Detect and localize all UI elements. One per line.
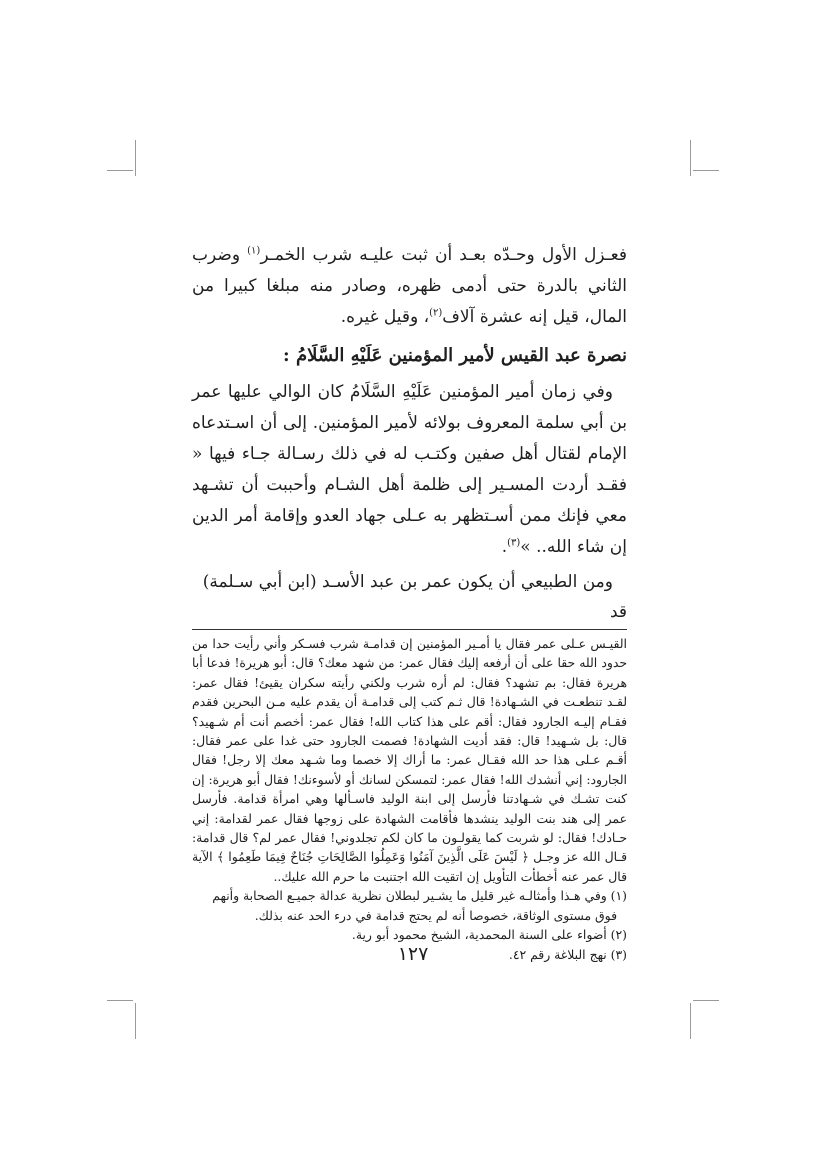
section-heading: نصرة عبد القيس لأمير المؤمنين عَلَيْهِ السَّلَامُ :	[283, 345, 627, 366]
crop-mark-top-right-h	[693, 170, 719, 171]
footnote-separator	[192, 629, 627, 630]
footnote-2: (٢) أضواء على السنة المحمدية، الشيخ محمود أبو رية.	[351, 927, 627, 943]
footnote-continuation: القيـس عـلى عمر فقال يا أمـير المؤمنين إن قدامـة شرب فسـكر وأني رأيت حدا من حدود الله حقا على أن أرفعه إليك فقال عمر: من شهد معك؟ قال: أبو هريرة! فدعا أبا هريرة فقال: بم تشهد؟ فقال: لم أره شرب ولكني رأيته سكران يقيئ! فقال عمر: لقـد تنطعـت في الشـهادة! قال ثـم كتب إلى قدامـة أن يقدم عليه مـن البحرين فقدم فقـام إليـه الجارود فقال: أقم على هذا كتاب الله! فقال عمر: أخصم أنت أم شـهيد؟ قال: بل شـهيد! قال: فقد أديت الشهادة! فصمت الجارود حتى غدا على عمر فقال: أقـم عـلى هذا حد الله فقـال عمر: ما أراك إلا خصما وما شـهد معك إلا رجل! فقال الجارود: إني أنشدك الله! فقال عمر: لتمسكن لسانك أو لأسوءنك! فقال أبو هريرة: إن كنت تشـك في شـهادتنا فأرسل إلى ابنة الوليد فاسـألها وهي امرأة قدامة. فأرسل عمر إلى هند بنت الوليد ينشدها فأقامت الشهادة على زوجها فقال عمر لقدامة: إني حـادك! فقال: لو شربت كما يقولـون ما كان لكم تجلدوني! فقال عمر لم؟ قال قدامة: قـال الله عز وجـل ﴿ لَيْسَ عَلَى الَّذِينَ آمَنُوا وَعَمِلُوا الصَّالِحَاتِ جُنَاحٌ فِيمَا طَعِمُوا ﴾ الآية قال عمر عنه أخطأت التأويل إن اتقيت الله اجتنبت ما حرم الله عليك..	[192, 636, 627, 884]
crop-mark-bottom-left-h	[107, 1000, 133, 1001]
footnote-1: (١) وفي هـذا وأمثالـه غير قليل ما يشـير لبطلان نظرية عدالة جميـع الصحابة وأنهم فوق مستوى الوثاقة، خصوصا أنه لم يحتج قدامة في درء الحد عنه بذلك.	[212, 888, 627, 923]
crop-mark-bottom-right	[690, 1003, 691, 1039]
body-paragraph-2: وفي زمان أمير المؤمنين عَلَيْهِ السَّلَامُ كان الوالي عليها عمر بن أبي سلمة المعروف بولائه لأمير المؤمنين. إلى أن اسـتدعاه الإمام لقتال أهل صفين وكتـب له في ذلك رسـالة جـاء فيها « فقـد أردت المسـير إلى ظلمة أهل الشـام وأحببت أن تشـهد معي فإنك ممن أسـتظهر به عـلى جهاد العدو وإقامة أمر الدين إن شاء الله.. »$^{(٣)}$.	[192, 382, 627, 557]
footnote-3: (٣) نهج البلاغة رقم ٤٢.	[508, 946, 627, 962]
crop-mark-top-left-h	[107, 170, 133, 171]
page-number: ١٢٧	[397, 943, 429, 965]
page-content	[192, 240, 627, 964]
footnote-ref-1[interactable]: (١)	[247, 245, 261, 257]
crop-mark-bottom-right-h	[693, 1000, 719, 1001]
crop-mark-top-right	[690, 140, 691, 176]
body-paragraph-1: فعـزل الأول وحـدّه بعـد أن ثبت عليـه شرب الخمـر$^{(١)}$ وضرب الثاني بالدرة حتى أدمى ظهره، وصادر منه مبلغا كبيرا من المال، قيل إنه عشرة آلاف$^{(٢)}$، وقيل غيره.	[192, 245, 627, 327]
footnote-ref-2[interactable]: (٢)	[429, 307, 443, 319]
crop-mark-bottom-left	[135, 1003, 136, 1039]
crop-mark-top-left	[135, 140, 136, 176]
footnote-ref-3[interactable]: (٣)	[507, 537, 521, 549]
body-paragraph-3: ومن الطبيعي أن يكون عمر بن عبد الأسـد (ابن أبي سـلمة) قد	[202, 572, 627, 622]
